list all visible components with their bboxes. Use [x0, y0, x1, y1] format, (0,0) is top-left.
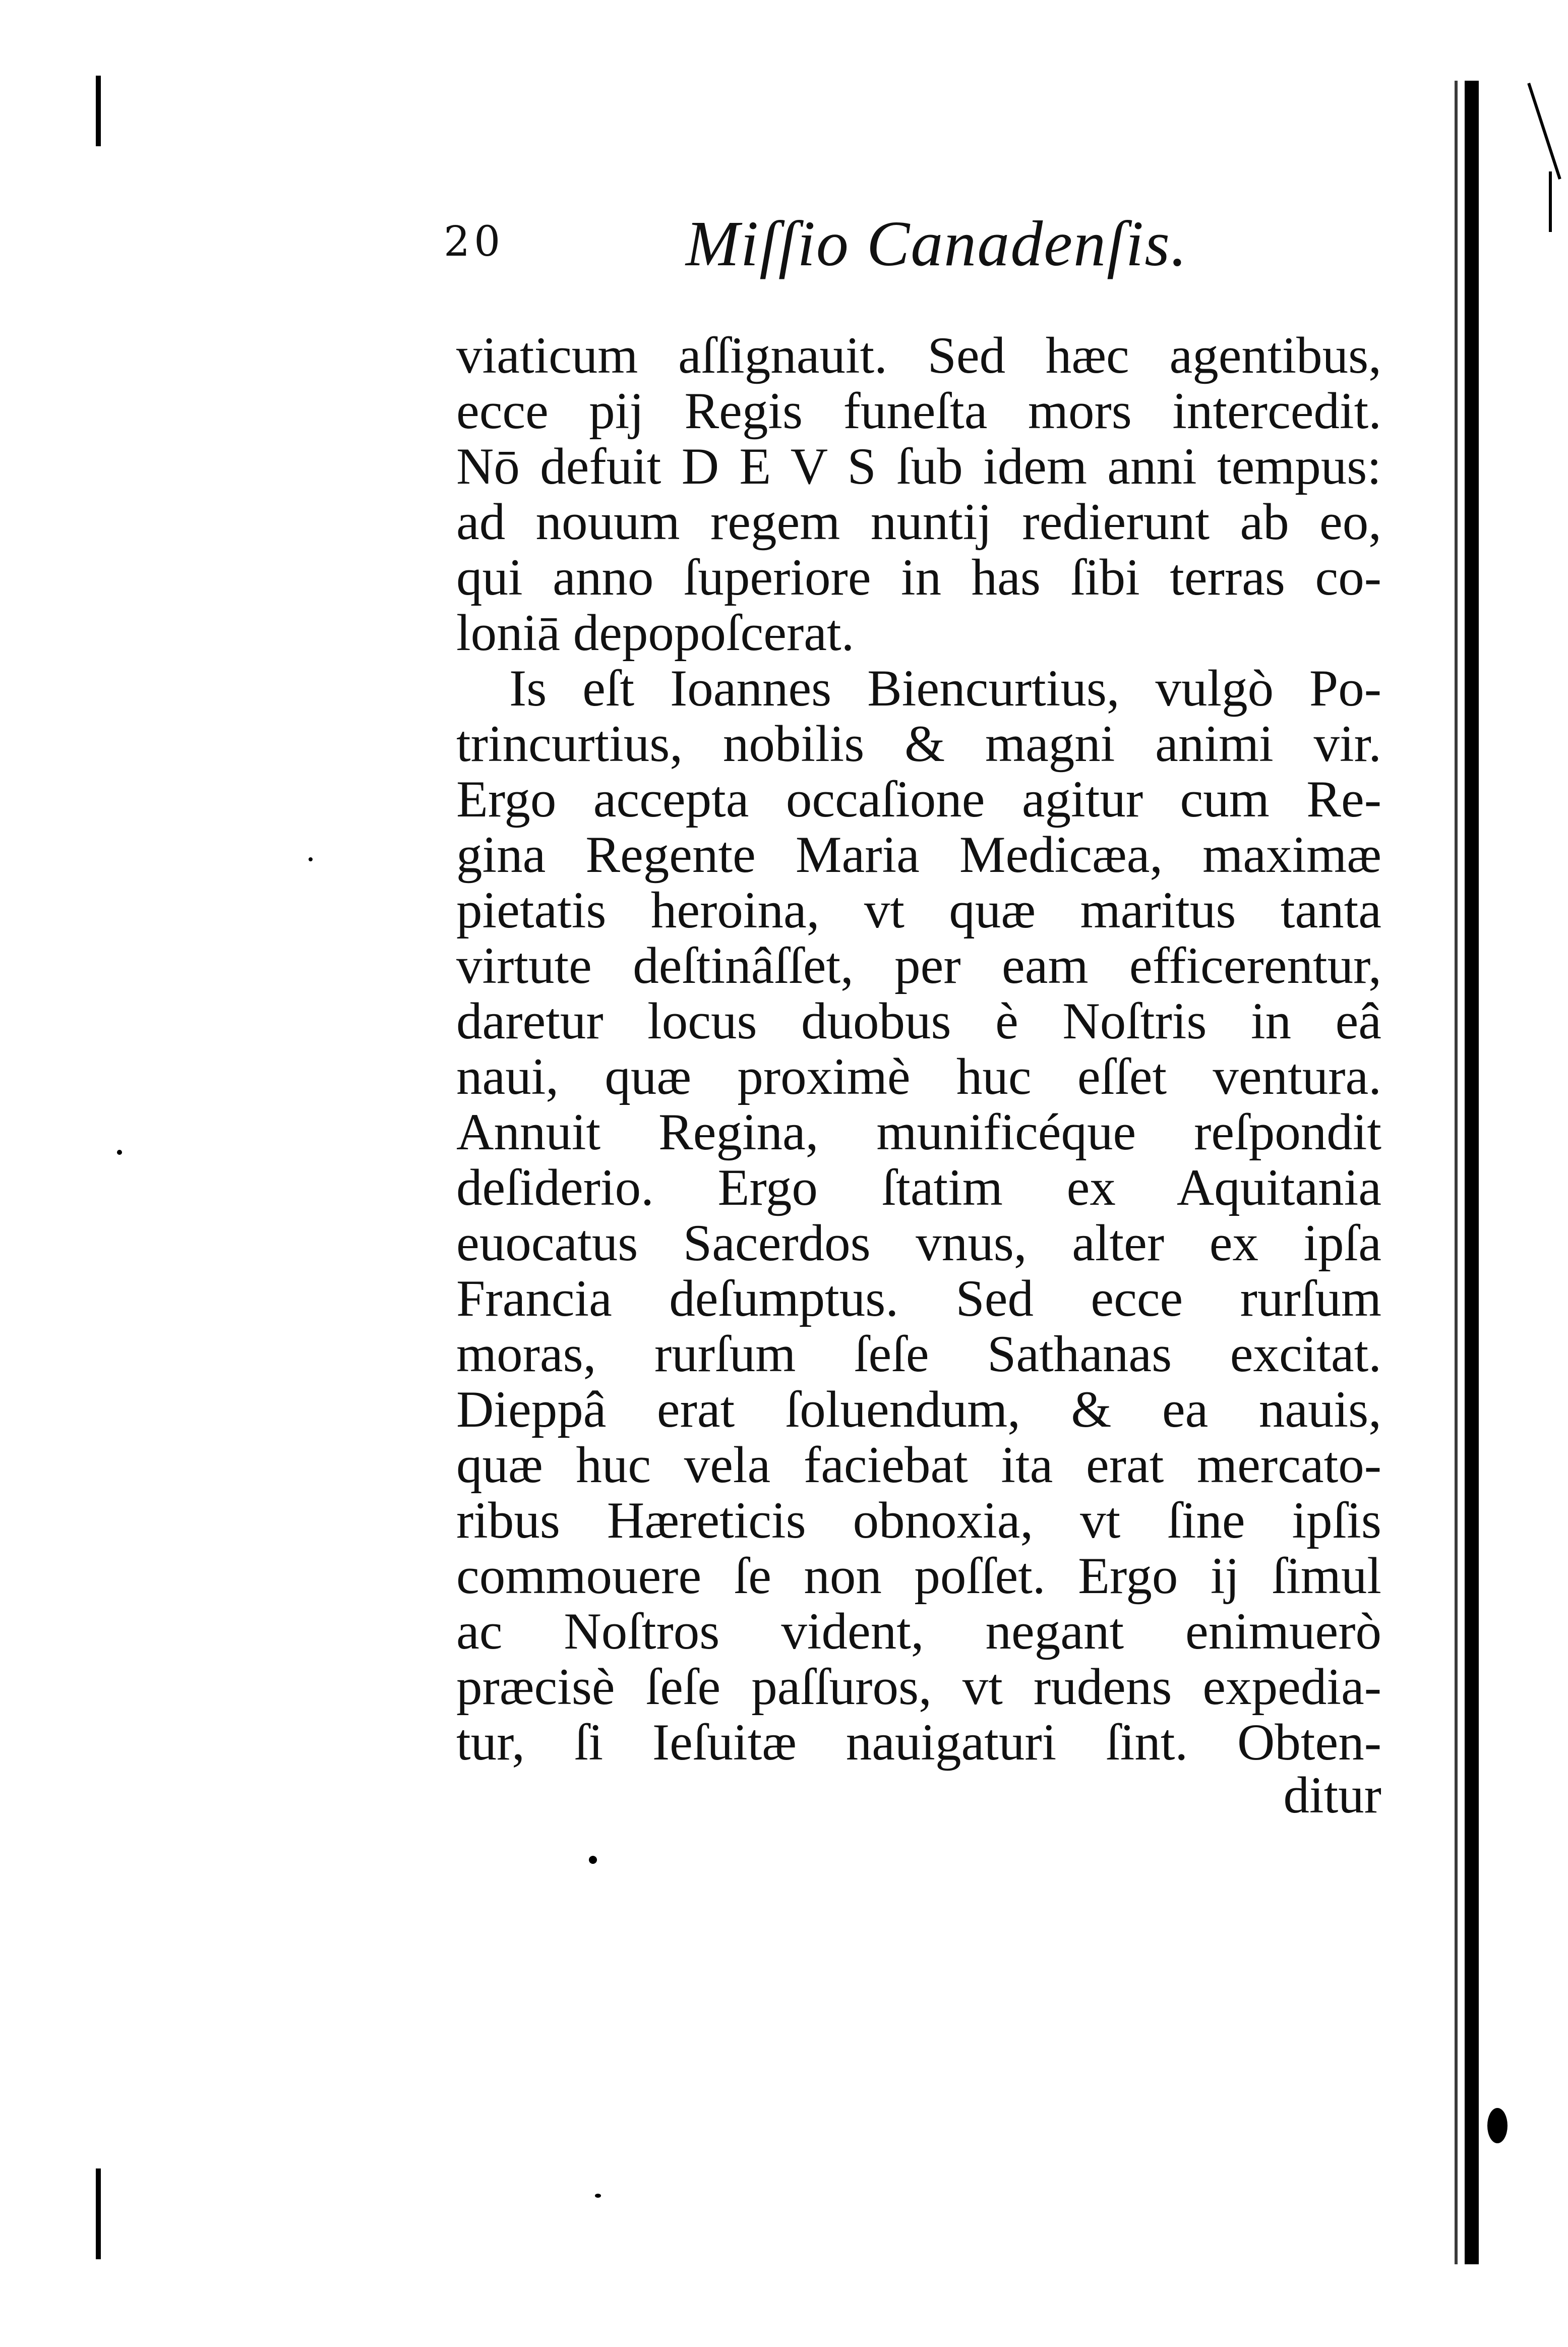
edge-stroke — [1527, 83, 1561, 180]
text-line: tur, ſi Ieſuitæ nauigaturi ſint. Obten- — [456, 1714, 1381, 1771]
text-line: naui, quæ proximè huc eſſet ventura. — [456, 1048, 1381, 1105]
left-edge-mark — [96, 2168, 101, 2259]
text-line: Is eſt Ioannes Biencurtius, vulgò Po- — [509, 660, 1381, 717]
left-edge-mark — [96, 76, 101, 146]
body-text — [456, 328, 1381, 1770]
text-line: moras, rurſum ſeſe Sathanas excitat. — [456, 1325, 1381, 1383]
page-edge-bar — [1465, 81, 1479, 2264]
text-line: ac Noſtros vident, negant enimuerò — [456, 1603, 1381, 1660]
text-line: quæ huc vela faciebat ita erat mercato- — [456, 1436, 1381, 1494]
text-line: trincurtius, nobilis & magni animi vir. — [456, 715, 1381, 773]
text-line: ad nouum regem nuntij redierunt ab eo, — [456, 493, 1381, 551]
text-line: Nō defuit D E V S ſub idem anni tempus: — [456, 438, 1381, 495]
catchword: ditur — [1283, 1767, 1381, 1824]
text-line: viaticum aſſignauit. Sed hæc agentibus, — [456, 327, 1381, 384]
text-line: ribus Hæreticis obnoxia, vt ſine ipſis — [456, 1492, 1381, 1549]
page-edge-shadow — [1455, 81, 1458, 2264]
text-line: euocatus Sacerdos vnus, alter ex ipſa — [456, 1214, 1381, 1272]
text-line: ecce pij Regis funeſta mors intercedit. — [456, 382, 1381, 440]
ink-speck — [309, 857, 313, 861]
text-line: Dieppâ erat ſoluendum, & ea nauis, — [456, 1381, 1381, 1438]
ink-speck — [1487, 2108, 1507, 2143]
ink-speck — [117, 1150, 122, 1155]
text-line: commouere ſe non poſſet. Ergo ij ſimul — [456, 1547, 1381, 1605]
running-title: Miſſio Canadenſis. — [686, 208, 1188, 279]
text-line: præcisè ſeſe paſſuros, vt rudens expedia- — [456, 1658, 1381, 1716]
running-head — [444, 207, 1402, 282]
text-line: gina Regente Maria Medicæa, maximæ — [456, 826, 1381, 884]
ink-speck — [589, 1856, 597, 1864]
text-line: loniā depopoſcerat. — [456, 604, 855, 662]
ink-speck — [595, 2194, 601, 2198]
text-line: virtute deſtinâſſet, per eam efficerentur, — [456, 937, 1381, 994]
page-number: 20 — [444, 218, 505, 266]
text-line: daretur locus duobus è Noſtris in eâ — [456, 992, 1381, 1050]
text-line: deſiderio. Ergo ſtatim ex Aquitania — [456, 1159, 1381, 1216]
edge-stroke — [1549, 171, 1552, 232]
text-line: Francia deſumptus. Sed ecce rurſum — [456, 1270, 1381, 1327]
text-line: Ergo accepta occaſione agitur cum Re- — [456, 771, 1381, 828]
text-line: Annuit Regina, munificéque reſpondit — [456, 1103, 1381, 1161]
text-line: qui anno ſuperiore in has ſibi terras co- — [456, 549, 1381, 606]
text-line: pietatis heroina, vt quæ maritus tanta — [456, 882, 1381, 939]
